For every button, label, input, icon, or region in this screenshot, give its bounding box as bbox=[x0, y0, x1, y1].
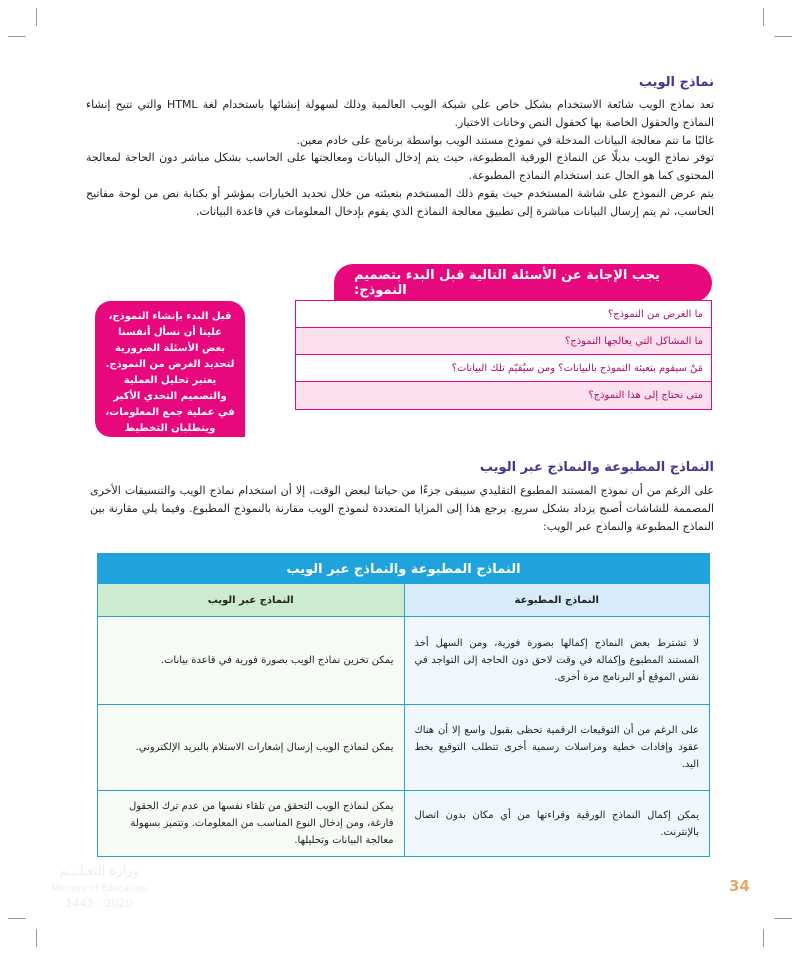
table-header-web: النماذج عبر الويب bbox=[98, 584, 404, 616]
question-item: ما الغرض من النموذج؟ bbox=[296, 301, 711, 328]
table-cell-print: على الرغم من أن التوقيعات الرقمية تحظى بقبول واسع إلا أن هناك عقود وإفادات خطية ومراسلات رسمية أخرى تتطلب التوقيع بخط اليد. bbox=[404, 705, 710, 790]
crop-mark-bottom-left-h bbox=[8, 918, 26, 919]
table-cell-web: يمكن لنماذج الويب التحقق من تلقاء نفسها من عدم ترك الحقول فارغة، ومن إدخال النوع المناسب من المعلومات. وتتميز بسهولة معالجة البيانات وتحليلها. bbox=[98, 791, 404, 856]
section-title-print-vs-web: النماذج المطبوعة والنماذج عبر الويب bbox=[479, 460, 714, 475]
section-title-web-forms: نماذج الويب bbox=[638, 75, 714, 90]
table-header-row bbox=[98, 584, 709, 616]
ministry-watermark-logo bbox=[44, 859, 154, 913]
crop-mark-top-left-v bbox=[36, 8, 37, 26]
crop-mark-top-left-h bbox=[8, 36, 26, 37]
watermark-line1: وزارة التعـلـيـم bbox=[59, 864, 139, 879]
table-title: النماذج المطبوعة والنماذج عبر الويب bbox=[98, 554, 709, 584]
intro-paragraph: غالبًا ما تتم معالجة البيانات المدخلة في نموذج مستند الويب بواسطة برنامج على خادم معين. bbox=[296, 133, 714, 147]
watermark-line2: Ministry of Education bbox=[51, 884, 147, 894]
table-cell-print: يمكن إكمال النماذج الورقية وقراءتها من أي مكان بدون اتصال بالإنترنت. bbox=[404, 791, 710, 856]
crop-mark-top-right-h bbox=[774, 36, 792, 37]
intro-paragraph: توفر نماذج الويب بديلًا عن النماذج الورقية المطبوعة، حيث يتم إدخال البيانات ومعالجتها على الحاسب بشكل مباشر دون الحاجة لمعالجة المحتوى كما هو الحال عند استخدام النماذج المطبوعة. bbox=[86, 151, 714, 183]
table-cell-print: لا تشترط بعض النماذج إكمالها بصورة فورية، ومن السهل أخذ المستند المطبوع وإكماله في وقت لاحق دون الحاجة إلى التواجد في نفس الموقع أو البرنامج مرة أخرى. bbox=[404, 617, 710, 704]
crop-mark-top-right-v bbox=[763, 8, 764, 26]
question-item: متى نحتاج إلى هذا النموذج؟ bbox=[296, 382, 711, 409]
intro-paragraphs bbox=[86, 96, 714, 221]
questions-banner-text: يجب الإجابة عن الأسئلة التالية قبل البدء بتصميم النموذج: bbox=[354, 268, 660, 298]
crop-mark-bottom-right-v bbox=[763, 929, 764, 947]
table-cell-web: يمكن تخزين نماذج الويب بصورة فورية في قاعدة بيانات. bbox=[98, 617, 404, 704]
page-number: 34 bbox=[729, 877, 750, 895]
comparison-intro-paragraph: على الرغم من أن نموذج المستند المطبوع التقليدي سيبقى جزءًا من حياتنا لبعض الوقت، إلا أن استخدام نماذج الويب والتنسيقات الأخرى المصممة للشاشات أصبح يزداد بشكل سريع. يرجع هذا إلى المزايا المتعددة لنموذج الويب مقارنة بالنموذج المطبوع. وفيما يلي مقارنة بين النماذج المطبوعة والنماذج عبر الويب: bbox=[90, 484, 714, 533]
crop-mark-bottom-left-v bbox=[36, 929, 37, 947]
side-note-callout: قبل البدء بإنشاء النموذج، علينا أن نسأل أنفسنا بعض الأسئلة الضرورية لتحديد الغرض من النموذج. يعتبر تحليل العملية والتصميم التحدي الأكبر في عملية جمع المعلومات، ويتطلبان التخطيط السليم. bbox=[95, 301, 245, 437]
table-row bbox=[98, 790, 709, 856]
crop-mark-bottom-right-h bbox=[774, 918, 792, 919]
watermark-line3: 2020 - 1442 bbox=[65, 897, 133, 910]
intro-paragraph: يتم عرض النموذج على شاشة المستخدم حيث يقوم ذلك المستخدم بتعبئته من خلال تحديد الخيارات بمؤشر أو بكتابة نص من لوحة مفاتيح الحاسب، ثم يتم إرسال البيانات مباشرة إلى تطبيق معالجة النماذج الذي يقوم بإدخال المعلومات في قاعدة البيانات. bbox=[86, 186, 714, 218]
intro-paragraph: تعد نماذج الويب شائعة الاستخدام بشكل خاص على شبكة الويب العالمية وذلك لسهولة إنشائها باستخدام لغة HTML والتي تتيح إنشاء النماذج والحقول الخاصة بها كحقول النص وخانات الاختيار. bbox=[86, 98, 715, 129]
question-item: ما المشاكل التي يعالجها النموذج؟ bbox=[296, 328, 711, 355]
questions-banner bbox=[334, 264, 712, 302]
question-item: مَنْ سيقوم بتعبئة النموذج بالبيانات؟ ومن سيُقيّم تلك البيانات؟ bbox=[296, 355, 711, 382]
table-row bbox=[98, 616, 709, 704]
table-header-print: النماذج المطبوعة bbox=[404, 584, 710, 616]
questions-list bbox=[295, 300, 712, 410]
comparison-table bbox=[97, 553, 710, 857]
table-cell-web: يمكن لنماذج الويب إرسال إشعارات الاستلام بالبريد الإلكتروني. bbox=[98, 705, 404, 790]
table-row bbox=[98, 704, 709, 790]
